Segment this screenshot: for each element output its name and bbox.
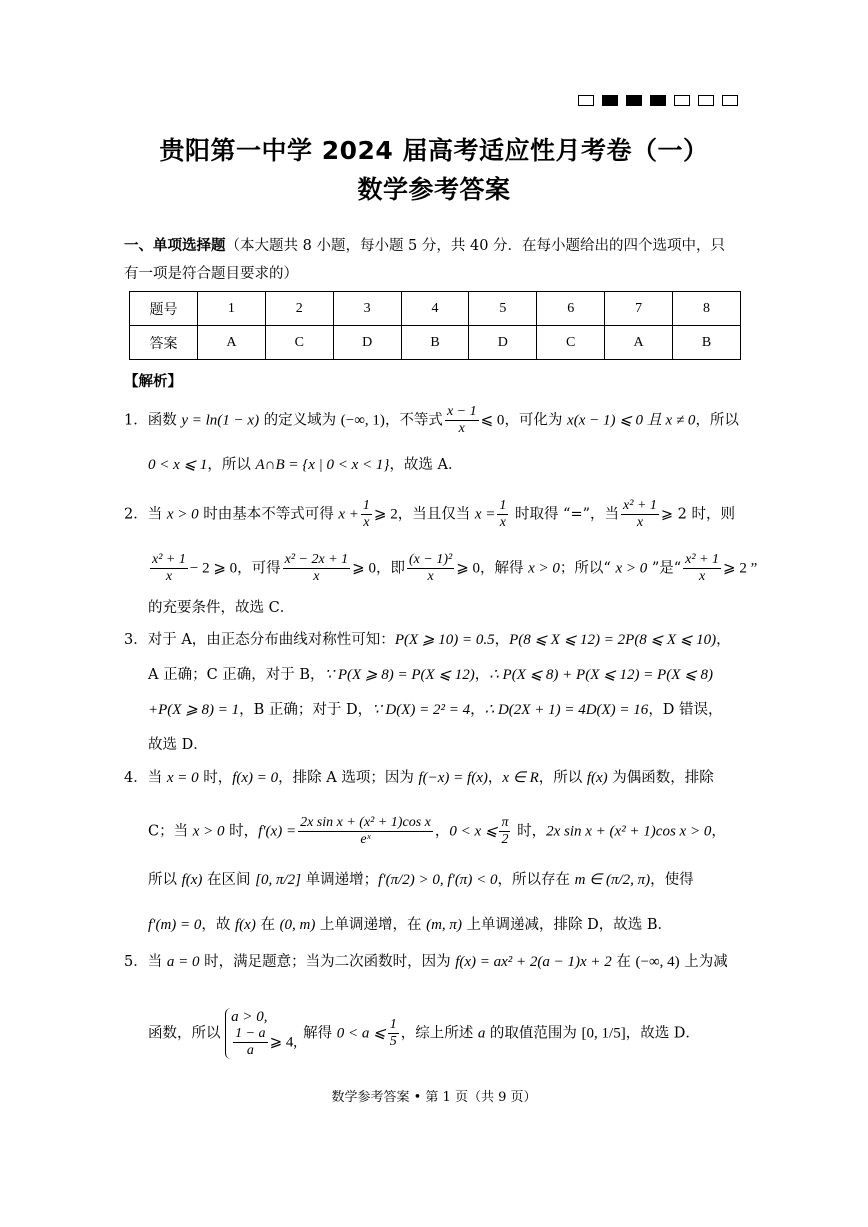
solution-1-line-1 [124, 404, 748, 437]
text: ， [474, 667, 490, 683]
text: 1．函数 [124, 412, 182, 429]
solution-3-line-1 [124, 630, 748, 650]
text: 时， [198, 770, 233, 786]
math: x > 0 [615, 560, 648, 577]
text: ，故 [201, 917, 236, 933]
table-cell: A [605, 326, 673, 360]
math: a = 0 [166, 954, 200, 970]
marker-square [650, 95, 666, 106]
math: 0 < x ⩽ [449, 823, 498, 840]
text: ”是“ [647, 560, 682, 577]
table-cell: C [537, 326, 605, 360]
math: f′(m) = 0 [148, 917, 202, 933]
numerator: 1 [499, 498, 507, 513]
table-cell: B [673, 326, 741, 360]
text: ，可化为 [504, 412, 568, 429]
inequality-system [225, 1008, 297, 1059]
solution-2-line-2 [148, 552, 758, 585]
math: x + [338, 506, 359, 523]
table-cell: 8 [673, 292, 741, 326]
table-cell: B [401, 326, 469, 360]
table-cell: C [265, 326, 333, 360]
text: ， [716, 632, 731, 648]
math: y = ln(1 − x) [181, 412, 260, 429]
math: ∴ P(X ⩽ 8) + P(X ⩽ 12) = P(X ⩽ 8) [489, 667, 713, 683]
table-row-label: 题号 [130, 292, 198, 326]
fraction [388, 1017, 399, 1050]
math: +P(X ⩾ 8) = 1 [148, 702, 240, 718]
text: ， [434, 823, 450, 840]
marker-square [698, 95, 714, 106]
text: 时， [512, 823, 547, 840]
table-row [130, 326, 741, 360]
text: ，D 错误， [648, 702, 723, 718]
fraction [621, 498, 659, 531]
section-title: 一、单项选择题 [124, 238, 226, 254]
header-markers [578, 95, 738, 106]
text: ，所以 [207, 457, 256, 473]
numerator: π [501, 815, 509, 830]
table-row [130, 292, 741, 326]
table-cell: 4 [401, 292, 469, 326]
text: 2．当 [124, 506, 167, 523]
text: 上单调递增，在 [315, 917, 427, 933]
math: P(X ⩾ 10) = 0.5 [394, 632, 495, 648]
page-subtitle: 数学参考答案 [357, 175, 511, 204]
numerator: x² + 1 [152, 552, 186, 567]
math: x ∈ R [502, 770, 539, 786]
text: 5．当 [124, 954, 167, 970]
text: ，使得 [650, 872, 694, 888]
section-desc-2: 有一项是符合题目要求的） [124, 266, 298, 282]
marker-square [626, 95, 642, 106]
math: (−∞, 1) [340, 412, 385, 429]
text: ，所以 [538, 770, 587, 786]
fraction [407, 552, 454, 585]
denominator: x [458, 421, 465, 436]
text: ，所以存在 [497, 872, 575, 888]
table-cell: 2 [265, 292, 333, 326]
denominator: a [246, 1043, 254, 1058]
text: 4．当 [124, 770, 167, 786]
math: [0, 1/5] [581, 1025, 626, 1042]
math: ⩾ 2 [373, 506, 398, 523]
text: 为偶函数，排除 [607, 770, 714, 786]
text: 在 [255, 917, 280, 933]
numerator: x² + 1 [685, 552, 720, 567]
math: f(x) [586, 770, 608, 786]
text: 3．对于 A，由正态分布曲线对称性可知： [124, 632, 395, 648]
math: m ∈ (π/2, π) [574, 872, 651, 888]
denominator: x [313, 569, 320, 584]
math: 2x sin x + (x² + 1)cos x > 0 [546, 823, 712, 840]
text: 时取得 “=”，当 [510, 506, 620, 523]
denominator: x [427, 569, 434, 584]
math: x = 0 [166, 770, 199, 786]
math: f′(π/2) > 0, f′(π) < 0 [378, 872, 498, 888]
solution-3-line-2 [148, 665, 748, 685]
text: ，当且仅当 [397, 506, 475, 523]
solution-4-line-3 [148, 870, 748, 890]
math: x(x − 1) ⩽ 0 且 x ≠ 0 [567, 412, 696, 429]
table-cell: 7 [605, 292, 673, 326]
fraction [150, 552, 188, 585]
math: ∵ D(X) = 2² = 4 [372, 702, 471, 718]
text: 时由基本不等式可得 [198, 506, 339, 523]
math: [0, π/2] [255, 872, 302, 888]
answer-table [129, 291, 741, 360]
math: − 2 ⩾ 0 [189, 560, 238, 577]
text: ，解得 [480, 560, 529, 577]
math: x > 0 [192, 823, 225, 840]
fraction [445, 404, 479, 437]
math: ⩽ 0 [480, 412, 505, 429]
math: f(x) = ax² + 2(a − 1)x + 2 [455, 954, 612, 970]
solution-5-line-2 [148, 1008, 748, 1059]
analysis-label: 【解析】 [124, 374, 182, 390]
math: f(x) [235, 917, 256, 933]
fraction [361, 498, 372, 531]
text: ⩾ 2 时，则 [660, 506, 735, 523]
math: x > 0 [528, 560, 560, 577]
text: 所以 [148, 872, 182, 888]
math: ⩾ 2 ” [723, 560, 758, 577]
numerator: x² − 2x + 1 [284, 552, 349, 567]
fraction [298, 815, 433, 848]
system-row-2 [231, 1026, 297, 1059]
solution-5-line-1 [124, 952, 748, 972]
denominator: x [698, 569, 706, 584]
numerator: 1 [362, 498, 370, 513]
math: ⩾ 0 [456, 560, 481, 577]
fraction [233, 1026, 267, 1059]
text: 在区间 [202, 872, 256, 888]
text: ；所以“ [559, 560, 616, 577]
math: f(x) = 0 [232, 770, 279, 786]
text: ，排除 A 选项；因为 [278, 770, 419, 786]
text: 的取值范围为 [485, 1025, 582, 1042]
numerator: (x − 1)² [409, 552, 453, 567]
math: ⩾ 0 [352, 560, 376, 577]
marker-square [578, 95, 594, 106]
marker-square [722, 95, 738, 106]
denominator: 2 [501, 832, 509, 847]
text: ， [494, 632, 510, 648]
page-footer: 数学参考答案 • 第 1 页（共 9 页） [331, 1090, 537, 1105]
solution-1-line-2 [148, 455, 748, 475]
numerator: 1 − a [235, 1026, 266, 1041]
text: 单调递增； [301, 872, 379, 888]
math: 0 < x ⩽ 1 [148, 457, 208, 473]
text: ，可得 [237, 560, 281, 577]
text: ，即 [376, 560, 405, 577]
table-cell: A [197, 326, 265, 360]
denominator: eˣ [360, 832, 371, 847]
table-cell: 6 [537, 292, 605, 326]
text: 的定义域为 [259, 412, 341, 429]
text: 在 [611, 954, 636, 970]
solution-3-line-4: 故选 D． [148, 737, 208, 753]
table-cell: 5 [469, 292, 537, 326]
table-row-label: 答案 [130, 326, 198, 360]
section-heading [124, 232, 744, 288]
text: ， [711, 823, 726, 840]
text: C；当 [148, 823, 193, 840]
fraction [283, 552, 351, 585]
text: 时，满足题意；当为二次函数时，因为 [199, 954, 456, 970]
math: (0, m) [279, 917, 316, 933]
math: f(−x) = f(x) [418, 770, 488, 786]
math: (m, π) [426, 917, 462, 933]
fraction [499, 815, 510, 848]
fraction [683, 552, 721, 585]
text: ，所以 [695, 412, 739, 429]
solution-4-line-2 [148, 815, 748, 848]
numerator: 2x sin x + (x² + 1)cos x [300, 815, 431, 830]
text: ， [487, 770, 503, 786]
denominator: x [499, 515, 506, 530]
table-cell: D [469, 326, 537, 360]
denominator: x [636, 515, 644, 530]
math: ∴ D(2X + 1) = 4D(X) = 16 [484, 702, 649, 718]
text: ，不等式 [384, 412, 443, 429]
math: x > 0 [166, 506, 199, 523]
math: 0 < a ⩽ [336, 1025, 386, 1042]
math: x = [474, 506, 496, 523]
text: 上单调递减，排除 D，故选 B． [461, 917, 673, 933]
table-cell: D [333, 326, 401, 360]
denominator: 5 [389, 1034, 397, 1049]
text: 解得 [303, 1025, 337, 1042]
fraction [497, 498, 508, 531]
math: ∵ P(X ⩾ 8) = P(X ⩽ 12) [324, 667, 475, 683]
denominator: x [363, 515, 370, 530]
math: ⩾ 4, [269, 1034, 298, 1051]
math: P(8 ⩽ X ⩽ 12) = 2P(8 ⩽ X ⩽ 10) [509, 632, 717, 648]
denominator: x [165, 569, 173, 584]
solution-4-line-1 [124, 768, 748, 788]
math: a > 0, [231, 1009, 268, 1025]
text: 函数，所以 [148, 1025, 221, 1042]
text: ，B 正确；对于 D， [239, 702, 373, 718]
numerator: 1 [389, 1017, 397, 1032]
solution-4-line-4 [148, 915, 748, 935]
text: 上为减 [679, 954, 728, 970]
math: A∩B = {x | 0 < x < 1} [255, 457, 390, 473]
solution-2-line-3: 的充要条件，故选 C． [148, 600, 295, 616]
math: a [477, 1025, 486, 1042]
numerator: x² + 1 [623, 498, 657, 513]
section-desc-1: （本大题共 8 小题，每小题 5 分，共 40 分．在每小题给出的四个选项中，只 [225, 238, 726, 254]
text: 时， [224, 823, 259, 840]
marker-square [674, 95, 690, 106]
math: f(x) [181, 872, 203, 888]
table-cell: 1 [197, 292, 265, 326]
text: A 正确；C 正确，对于 B， [148, 667, 325, 683]
text: ，综上所述 [400, 1025, 478, 1042]
text: ， [470, 702, 485, 718]
math: f′(x) = [258, 823, 297, 840]
solution-3-line-3 [148, 700, 748, 720]
page-title: 贵阳第一中学 2024 届高考适应性月考卷（一） [159, 136, 709, 165]
numerator: x − 1 [446, 404, 477, 419]
text: ，故选 A． [389, 457, 463, 473]
marker-square [602, 95, 618, 106]
text: ，故选 D． [625, 1025, 700, 1042]
solution-2-line-1 [124, 498, 748, 531]
math: (−∞, 4) [635, 954, 680, 970]
table-cell: 3 [333, 292, 401, 326]
